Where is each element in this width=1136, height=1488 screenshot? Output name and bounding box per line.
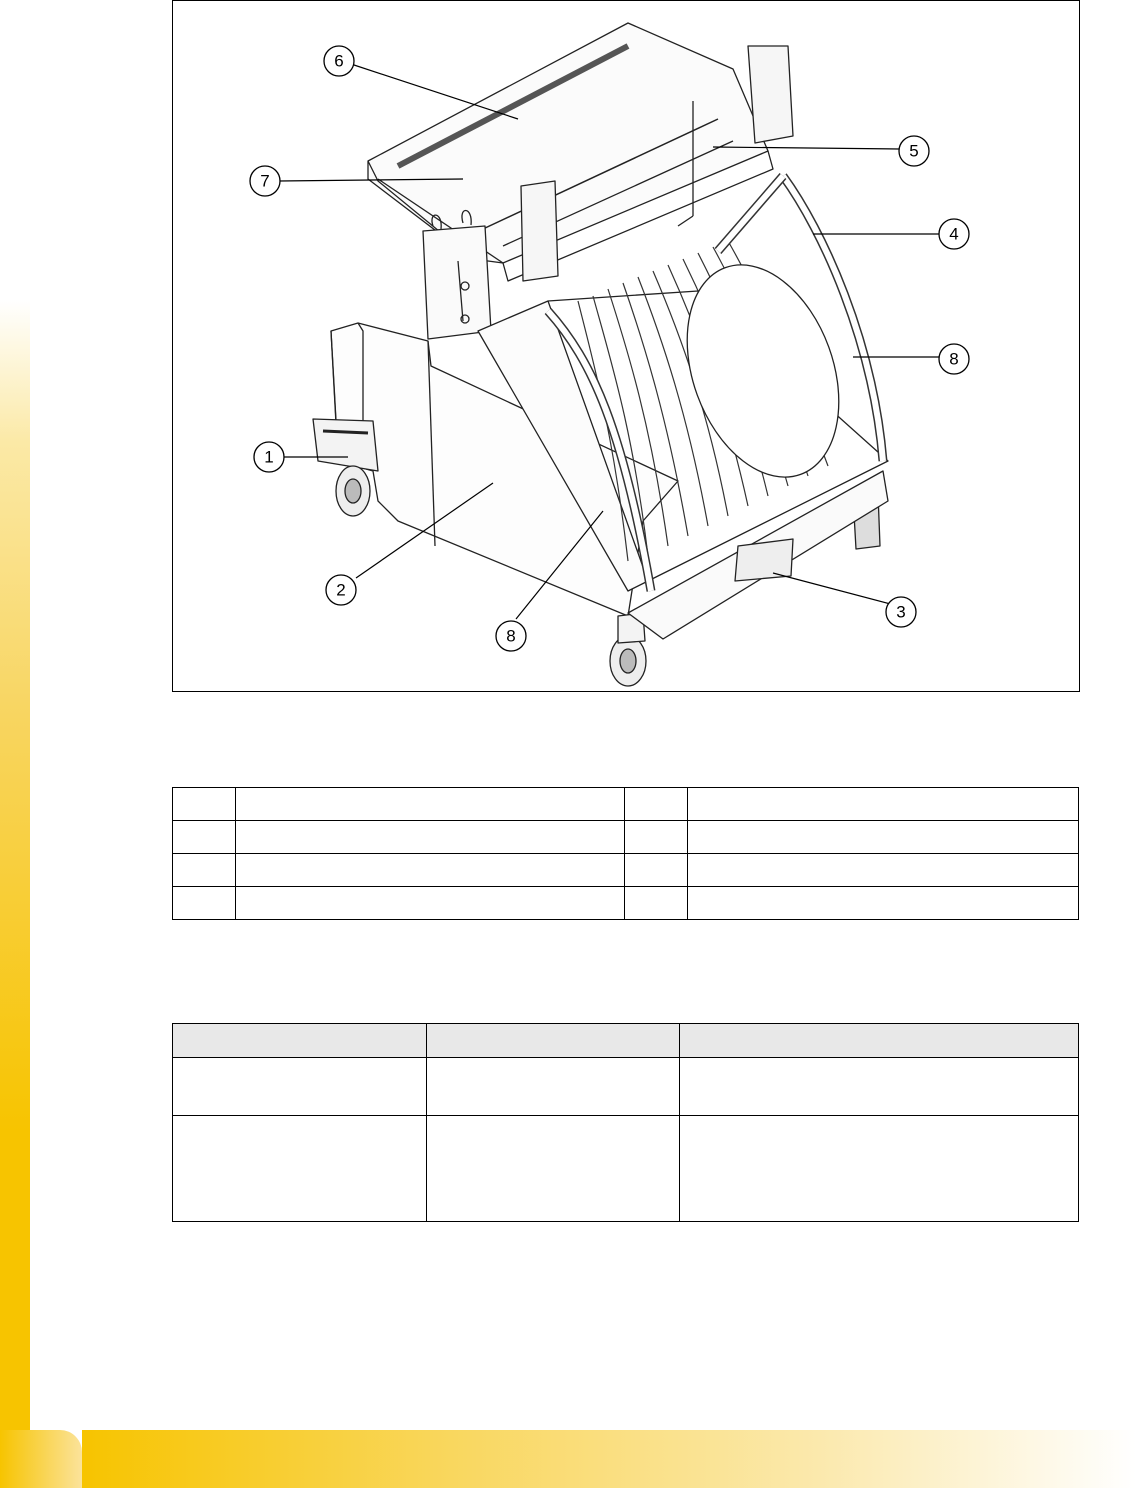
table-cell <box>173 887 236 920</box>
table-cell <box>688 854 1079 887</box>
table-cell <box>625 854 688 887</box>
table-cell <box>688 821 1079 854</box>
table-cell <box>625 788 688 821</box>
table-cell <box>235 887 625 920</box>
callout-8a: 8 <box>949 349 959 369</box>
table-row <box>173 854 1079 887</box>
decorative-corner-tab <box>0 1430 82 1488</box>
table-cell <box>173 854 236 887</box>
table-cell <box>235 821 625 854</box>
table-cell <box>688 788 1079 821</box>
table-row <box>173 821 1079 854</box>
table-row <box>173 788 1079 821</box>
callout-6: 6 <box>334 51 344 71</box>
table-cell <box>173 1116 427 1222</box>
spec-table <box>172 1023 1079 1222</box>
table-row <box>173 1058 1079 1116</box>
table-header-row <box>173 1024 1079 1058</box>
table-cell <box>235 854 625 887</box>
cart-illustration-figure <box>172 0 1080 692</box>
table-cell <box>173 1058 427 1116</box>
callout-7: 7 <box>260 171 270 191</box>
table-cell <box>625 821 688 854</box>
table-row <box>173 887 1079 920</box>
legend-table <box>172 787 1079 920</box>
callout-8b: 8 <box>506 626 516 646</box>
table-cell <box>688 887 1079 920</box>
table-cell <box>680 1058 1079 1116</box>
table-cell <box>426 1058 680 1116</box>
decorative-bottom-bar <box>82 1430 1136 1488</box>
callout-2: 2 <box>336 580 346 600</box>
table-cell <box>625 887 688 920</box>
table-cell <box>173 788 236 821</box>
table-cell <box>680 1116 1079 1222</box>
table-cell <box>426 1116 680 1222</box>
decorative-side-bar <box>0 300 30 1488</box>
callout-3: 3 <box>896 602 906 622</box>
table-header-cell <box>680 1024 1079 1058</box>
table-header-cell <box>173 1024 427 1058</box>
callout-1: 1 <box>264 447 274 467</box>
cart-line-drawing <box>173 1 1081 693</box>
table-header-cell <box>426 1024 680 1058</box>
table-cell <box>235 788 625 821</box>
table-cell <box>173 821 236 854</box>
callout-5: 5 <box>909 141 919 161</box>
table-row <box>173 1116 1079 1222</box>
callout-4: 4 <box>949 224 959 244</box>
